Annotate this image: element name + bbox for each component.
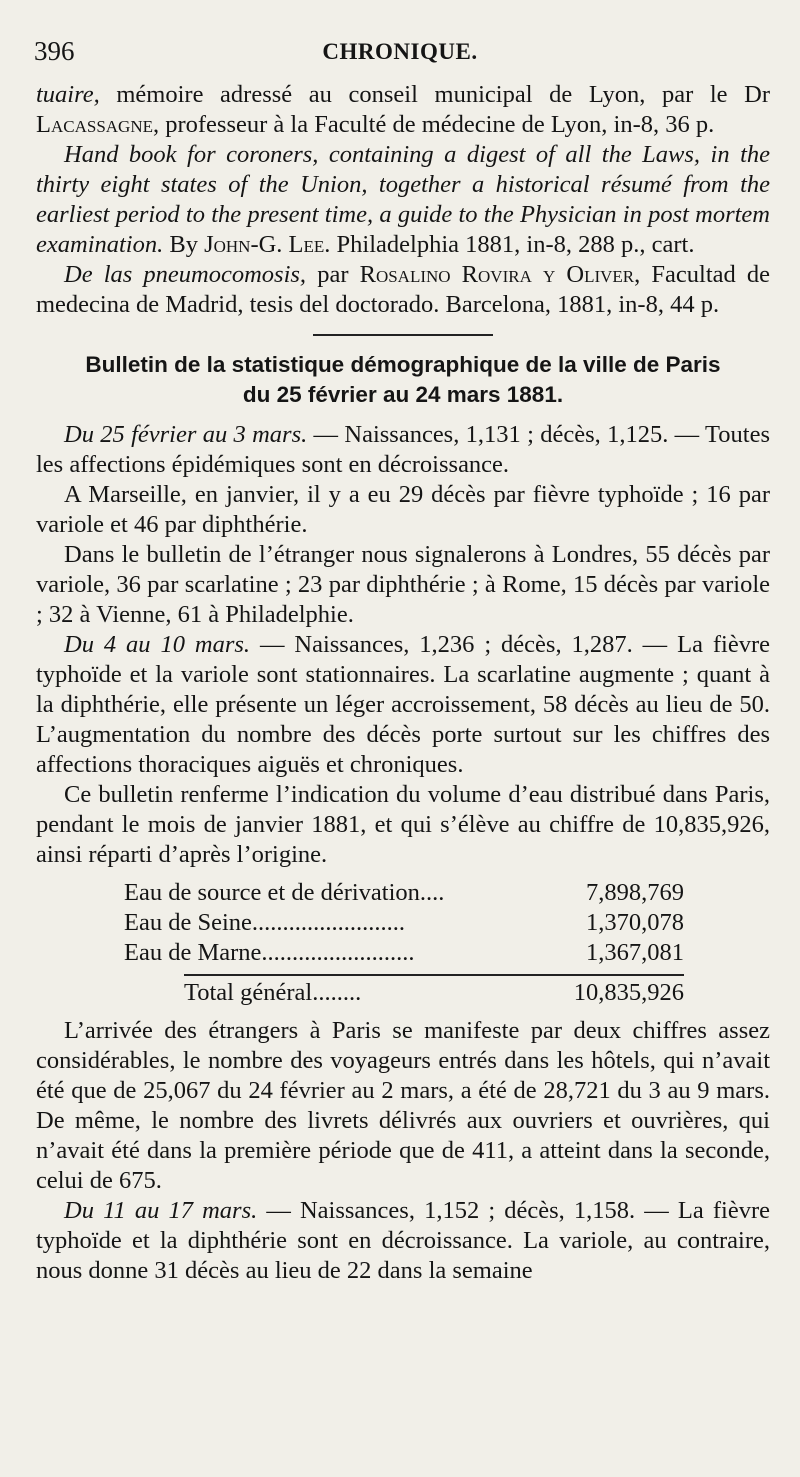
row-label: Eau de Seine......................... — [124, 909, 406, 936]
table-row — [124, 878, 684, 908]
period-label: Du 25 février au 3 mars. — [64, 421, 308, 448]
total-row — [184, 974, 684, 1008]
paragraph: Du 11 au 17 mars. — Naissances, 1,152 ; décès, 1,158. — La fièvre typhoïde et la diphthérie sont en décroissance. La variole, au contraire, nous donne 31 décès au lieu de 22 dans la semaine — [36, 1197, 770, 1284]
paragraph: Ce bulletin renferme l’indication du volume d’eau distribué dans Paris, pendant le mois de janvier 1881, et qui s’élève au chiffre de 10,835,926, ainsi réparti d’après l’origine. — [36, 781, 770, 868]
row-label: Eau de source et de dérivation.... — [124, 879, 445, 906]
section-divider — [313, 334, 493, 336]
book-author: Rosalino Rovira y Oliver — [359, 261, 635, 288]
row-value: 1,367,081 — [586, 939, 684, 966]
book-entry: De las pneumocomosis, par Rosalino Rovira y Oliver, Facultad de medecina de Madrid, tesis del doctorado. Barcelona, 1881, in-8, 44 p. — [36, 261, 771, 318]
total-value: 10,835,926 — [573, 979, 684, 1006]
page-body — [36, 80, 770, 1286]
paragraph: Dans le bulletin de l’étranger nous signalerons à Londres, 55 décès par variole, 36 par scarlatine ; 23 par diphthérie ; à Rome, 15 décès par variole ; 32 à Vienne, 61 à Philadelphie. — [36, 541, 770, 628]
paragraph: A Marseille, en janvier, il y a eu 29 décès par fièvre typhoïde ; 16 par variole et 46 par diphthérie. — [36, 481, 770, 538]
book-author: John-G. Lee — [204, 231, 325, 258]
row-value: 1,370,078 — [586, 909, 684, 936]
page-number: 396 — [34, 36, 75, 66]
book-title: Hand book for coroners, containing a digest of all the Laws, in the thirty eight states of the Union, together a historical résumé from the earliest period to the present time, a guide to the Physician in post mortem examination. — [36, 141, 770, 258]
paragraph: L’arrivée des étrangers à Paris se manifeste par deux chiffres assez considérables, le nombre des voyageurs entrés dans les hôtels, qui n’avait été que de 25,067 du 24 février au 2 mars, a été de 28,721 du 3 au 9 mars. De même, le nombre des livrets délivrés aux ouvriers et ouvrières, qui n’avait été dans la première période que de 411, a atteint dans la seconde, celui de 675. — [36, 1017, 770, 1194]
book-entry: tuaire, mémoire adressé au conseil municipal de Lyon, par le Dr Lacassagne, professeur à la Faculté de médecine de Lyon, in-8, 36 p. — [36, 81, 770, 138]
total-label: Total général........ — [184, 979, 362, 1006]
book-title: tuaire, — [36, 81, 100, 108]
book-author: Lacassagne — [36, 111, 153, 138]
period-label: Du 11 au 17 mars. — [64, 1197, 258, 1224]
page-header — [30, 36, 770, 76]
row-value: 7,898,769 — [586, 879, 684, 906]
table-row — [124, 908, 684, 938]
water-volume-table — [124, 878, 684, 968]
paragraph: Du 25 février au 3 mars. — Naissances, 1,131 ; décès, 1,125. — Toutes les affections épidémiques sont en décroissance. — [36, 421, 770, 478]
book-entry: Hand book for coroners, containing a digest of all the Laws, in the thirty eight states of the Union, together a historical résumé from the earliest period to the present time, a guide to the Physician in post mortem examination. By John-G. Lee. Philadelphia 1881, in-8, 288 p., cart. — [36, 141, 770, 258]
period-label: Du 4 au 10 mars. — [64, 631, 251, 658]
row-label: Eau de Marne......................... — [124, 939, 415, 966]
running-title: CHRONIQUE. — [322, 39, 478, 64]
paragraph: Du 4 au 10 mars. — Naissances, 1,236 ; décès, 1,287. — La fièvre typhoïde et la variole sont stationnaires. La scarlatine augmente ; quant à la diphthérie, elle présente un léger accroissement, 58 décès au lieu de 50. L’augmentation du nombre des décès porte surtout sur les chiffres des affections thoraciques aiguës et chroniques. — [36, 631, 770, 778]
book-title: De las pneumocomosis, — [64, 261, 307, 288]
table-row — [124, 938, 684, 968]
bulletin-heading: Bulletin de la statistique démographique de la ville de Paris du 25 février au 24 mars 1881. — [85, 352, 721, 407]
